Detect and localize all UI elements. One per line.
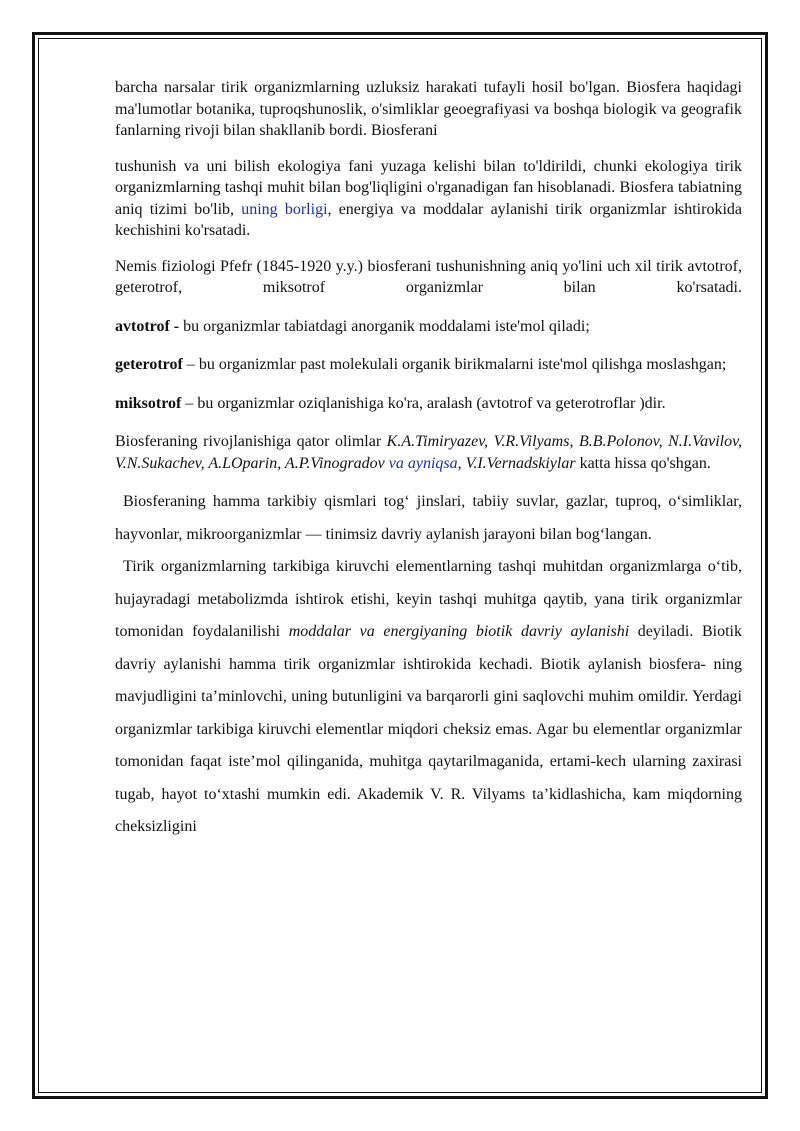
paragraph-text-cont: , energiya va moddalar aylanishi tirik organizmlar ishtirokida kechishini ko'rsatadi. — [115, 200, 743, 239]
definition-avtotrof — [115, 316, 742, 338]
definition-text: – bu organizmlar oziqlanishiga ko'ra, aralash (avtotrof va geterotroflar )dir. — [181, 394, 666, 412]
paragraph-scientists — [115, 431, 742, 474]
paragraph-text: tushunish va uni bilish ekologiya fani yuzaga kelishi bilan to'ldirildi, chunki ekologiya tirik organizmlarning tashqi muhit bilan bog'liqligini o'rganadigan fan hisoblanadi. Biosfera tabiatning aniq tizimi bo'lib, — [115, 157, 742, 218]
biotic-cycle-term: moddalar va energiyaning biotik davriy aylanishi — [288, 623, 630, 640]
paragraph-biotic-cycle — [115, 551, 742, 844]
uning-borligi-link[interactable]: uning borligi — [241, 200, 328, 218]
term-avtotrof: avtotrof - — [115, 317, 180, 335]
definition-miksotrof — [115, 393, 742, 415]
definition-text: bu organizmlar tabiatdagi anorganik moddalami iste'mol qiladi; — [179, 317, 590, 335]
document-body — [115, 77, 742, 844]
vernadskiy-name: V.I.Vernadskiylar — [465, 454, 576, 472]
paragraph-biosphere-history: barcha narsalar tirik organizmlarning uzluksiz harakati tufayli hosil bo'lgan. Biosfera haqidagi ma'lumotlar botanika, tuproqshunoslik, o'simliklar geoegrafiyasi va boshqa biologik va geografik fanlarning rivoji bilan shakllanib bordi. Biosferani — [115, 79, 742, 139]
paragraph-biosphere-components: Biosferaning hamma tarkibiy qismlari tog‘ jinslari, tabiiy suvlar, gazlar, tuproq, o‘simliklar, hayvonlar, mikroorganizmlar — tinimsiz davriy aylanish jarayoni bilan bog‘langan. — [115, 493, 742, 543]
term-geterotrof: geterotrof — [115, 356, 183, 373]
term-miksotrof: miksotrof — [115, 394, 182, 412]
comma: , — [457, 454, 462, 472]
scientist-names: K.A.Timiryazev, V.R.Vilyams, B.B.Polonov, N.I.Vavilov, V.N.Sukachev, A.LOparin, A.P.Vinogradov — [115, 433, 743, 472]
paragraph-text-cont: deyiladi. Biotik davriy aylanishi hamma tirik organizmlar ishtirokida kechadi. Biotik aylanish biosfera- ning mavjudligini ta’minlovchi, uning butunligini va barqarorli gini saqlovchi muhim omildir. Yerdagi organizmlar tarkibiga kiruvchi elementlar miqdori cheksiz emas. Agar bu elementlar organizmlar tomonidan faqat iste’mol qilinganida, muhitga qaytarilmaganida, ertami-kech ularning zaxirasi tugab, hayot to‘xtashi mumkin edi. Akademik V. R. Vilyams ta’kidlashicha, kam miqdorning cheksizligini — [115, 623, 742, 835]
paragraph-text: Biosferaning rivojlanishiga qator olimlar — [115, 433, 387, 450]
definition-geterotrof — [115, 354, 742, 376]
paragraph-pfefr: Nemis fiziologi Pfefr (1845-1920 y.y.) biosferani tushunishning aniq yo'lini uch xil tirik avtotrof, geterotrof, miksotrof organizmlar bilan ko'rsatadi. — [115, 257, 742, 296]
paragraph-text: Tirik organizmlarning tarkibiga kiruvchi elementlarning tashqi muhitdan organizmlarga o‘tib, hujayradagi metabolizmda ishtirok etishi, keyin tashqi muhitga qaytib, yana tirik organizmlar tomonidan foydalanilishi — [115, 558, 742, 640]
va-ayniqsa-text: va ayniqsa — [384, 454, 458, 472]
definition-text: – bu organizmlar past molekulali organik birikmalarni iste'mol qilishga moslashgan; — [182, 356, 727, 373]
paragraph-ecology-understanding — [115, 156, 742, 242]
paragraph-text-cont: katta hissa qo'shgan. — [575, 454, 711, 472]
